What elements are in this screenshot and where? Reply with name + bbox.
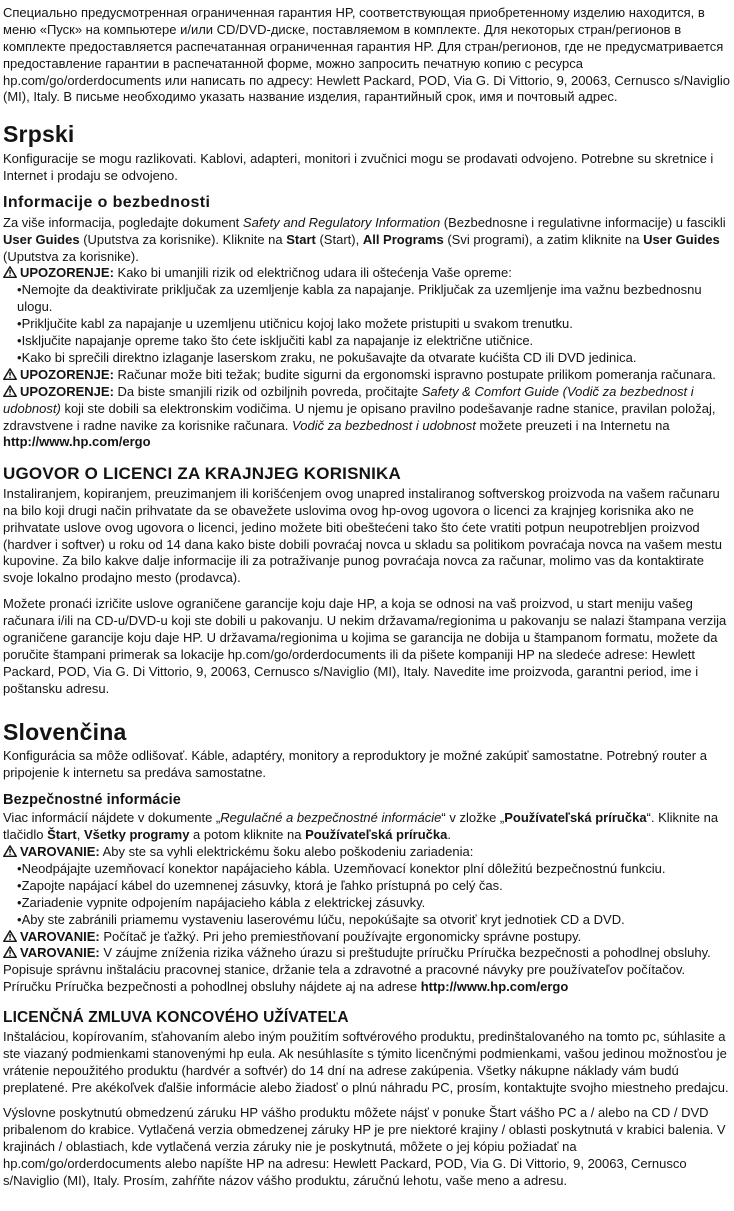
slovencina-warning-ergonomics bbox=[3, 945, 731, 996]
srpski-safety-heading: Informacije o bezbednosti bbox=[3, 194, 211, 212]
slovencina-warning-heavy bbox=[3, 929, 731, 946]
warning-icon bbox=[3, 946, 17, 958]
warning-bullet: • Neodpájajte uzemňovací konektor napájacieho kábla. Uzemňovací konektor plní dôležitú bezpečnostnú funkciu. bbox=[17, 861, 731, 878]
warning-text: Aby ste sa vyhli elektrickému šoku alebo poškodeniu zariadenia: bbox=[99, 844, 474, 860]
warning-bullet: • Priključite kabl za napajanje u uzemljenu utičnicu kojoj lako možete pristupiti u svakom trenutku. bbox=[17, 316, 731, 333]
section-title-slovencina: Slovenčina bbox=[3, 718, 127, 745]
warning-bullet: • Zariadenie vypnite odpojením napájacieho kábla z elektrickej zásuvky. bbox=[17, 895, 731, 912]
slovencina-safety-heading: Bezpečnostné informácie bbox=[3, 791, 181, 808]
srpski-eula-paragraph-2: Možete pronaći izričite uslove ograničene garancije koju daje HP, a koja se odnosi na vaš proizvod, u start meniju vašeg računara i/ili na CD-u/DVD-u koji ste dobili u pakovanju. U nekim državama/regionima u pakovanju se nalazi štampana verzija ograničene garancije koju daje HP. U državama/regionima u kojima se garancija ne dobija u štampanom formatu, možete da poručite štampani primerak sa lokacije hp.com/go/orderdocuments ili da pišete kompaniji HP na sledeće adrese: Hewlett Packard, POD, Via G. Di Vittorio, 9, 20063, Cernusco s/Naviglio (MI), Italy. Navedite ime proizvoda, garantni period, ime i poštansku adresu. bbox=[3, 596, 727, 696]
slovencina-eula-paragraph-2: Výslovne poskytnutú obmedzenú záruku HP vášho produktu môžete nájsť v ponuke Štart vášho PC a / alebo na CD / DVD pribalenom do krabice. Vytlačená verzia obmedzenej záruky HP je pre niektoré krajiny / oblasti poskytnutá v krabici balenia. V krajinách / oblastiach, kde vytlačená verzia záruky nie je poskytnutá, môžete o jej kópiu požiadať na hp.com/go/orderdocuments alebo napíšte HP na adresu: Hewlett Packard, POD, Via G. Di Vittorio, 9, 20063, Cernusco s/Naviglio (MI), Italy. Prosím, zahŕňte názov vášho produktu, záručnú lehotu, vaše meno a adresu. bbox=[3, 1105, 726, 1188]
section-slovencina bbox=[3, 720, 731, 1190]
warning-icon bbox=[3, 845, 17, 857]
warning-label: UPOZORENJE: bbox=[20, 265, 114, 281]
warning-bullet: • Isključite napajanje opreme tako što ćete isključiti kabl za napajanje iz električne utičnice. bbox=[17, 333, 731, 350]
srpski-intro-paragraph: Konfiguracije se mogu razlikovati. Kablovi, adapteri, monitori i zvučnici mogu se prodavati odvojeno. Potrebne su skretnice i Internet i prodaju se odvojeno. bbox=[3, 150, 714, 183]
warning-text: Kako bi umanjili rizik od električnog udara ili oštećenja Vaše opreme: bbox=[113, 265, 512, 281]
warning-text: Da biste smanjili rizik od ozbiljnih povreda, pročitajte Safety & Comfort Guide (Vodič za bezbednost i udobnost) koji ste dobili sa elektronskim vodičima. U njemu je opisano pravilno podešavanje radne stanice, pravilan položaj, zdravstvene i radne navike za korisnike računara. Vodič za bezbednost i udobnost možete preuzeti i na Internetu na http://www.hp.com/ergo bbox=[3, 383, 716, 450]
warning-bullet: • Nemojte da deaktivirate priključak za uzemljenje kabla za napajanje. Priključak za uzemljenje ima važnu bezbednosnu ulogu. bbox=[17, 282, 731, 316]
warning-icon bbox=[3, 930, 17, 942]
warning-icon bbox=[3, 266, 17, 278]
srpski-safety-paragraph: Za više informacija, pogledajte dokument Safety and Regulatory Information (Bezbednosne i regulativne informacije) u fascikli User Guides (Uputstva za korisnike). Kliknite na Start (Start), All Programs (Svi programi), a zatim kliknite na User Guides (Uputstva za korisnike). bbox=[3, 214, 726, 264]
warning-label: UPOZORENJE: bbox=[20, 366, 114, 382]
slovencina-eula-paragraph-1: Inštaláciou, kopírovaním, sťahovaním alebo iným použitím softvérového produktu, predinštalovaného na tomto pc, súhlasite a ste viazaný podmienkami stanovenými hp eula. Ak nesúhlasíte s týmito licenčnými podmienkami, vašou jedinou možnosťou je vrátenie nepoužitého produktu (hardvér a softvér) do 14 dní na adrese zakúpenia. Všetky nákupne náklady vám budú preplatené. Pre akékoľvek ďalšie informácie alebo žiadosť o plnú náhradu PC, prosím, kontaktujte svojho miestneho predajcu. bbox=[3, 1028, 729, 1095]
srpski-warning-electric bbox=[3, 265, 731, 366]
warning-icon bbox=[3, 385, 17, 397]
warning-label: UPOZORENJE: bbox=[20, 383, 114, 399]
srpski-warning-ergonomics bbox=[3, 384, 731, 452]
intro-paragraph-ru: Специально предусмотренная ограниченная гарантия HP, соответствующая приобретенному изделию находится, в меню «Пуск» на компьютере и/или CD/DVD-диске, поставляемом в комплекте. Для некоторых стран/регионов в комплекте предоставляется распечатанная ограниченная гарантия HP. Для стран/регионов, где не предусматривается предоставление гарантии в распечатанной форме, можно запросить печатную копию с ресурса hp.com/go/orderdocuments или написать по адресу: Hewlett Packard, POD, Via G. Di Vittorio, 9, 20063, Cernusco s/Naviglio (MI), Italy. В письме необходимо указать название изделия, гарантийный срок, имя и почтовый адрес. bbox=[3, 5, 730, 105]
srpski-eula-paragraph-1: Instaliranjem, kopiranjem, preuzimanjem ili korišćenjem ovog unapred instaliranog softverskog proizvoda na vašem računaru na bilo koji drugi način prihvatate da se obavežete uslovima ovog hp-ovog ugovora o licenci za krajnjeg korisnika ako ne prihvatate uslove ovog ugovora o licenci, jedino možete biti obeštećeni tako što ćete vratiti potpun neupotrebljen proizvod (hardver i softver) u roku od 14 dana kako biste dobili povraćaj novca u skladu sa politikom povraćaja novca na vašem mestu kupovine. Za bilo kakve dalje informacije ili za potraživanje punog povraćaja novca za računar, molimo vas da kontaktirate svoje lokalno prodajno mesto (prodavca). bbox=[3, 485, 722, 586]
slovencina-intro-paragraph: Konfigurácia sa môže odlišovať. Káble, adaptéry, monitory a reproduktory je možné zakúpiť samostatne. Potrebný router a pripojenie k internetu sa predáva samostatne. bbox=[3, 747, 707, 780]
section-srpski bbox=[3, 122, 731, 697]
warning-icon bbox=[3, 368, 17, 380]
slovencina-warning-bullets bbox=[3, 861, 731, 929]
srpski-eula-heading: UGOVOR O LICENCI ZA KRAJNJEG KORISNIKA bbox=[3, 464, 402, 484]
warning-bullet: • Kako bi sprečili direktno izlaganje laserskom zraku, ne pokušavajte da otvarate kućišta CD ili DVD jedinica. bbox=[17, 350, 731, 367]
section-title-srpski: Srpski bbox=[3, 121, 75, 148]
warning-label: VAROVANIE: bbox=[20, 844, 100, 860]
slovencina-safety-paragraph: Viac informácií nájdete v dokumente „Regulačné a bezpečnostné informácie“ v zložke „Používateľská príručka“. Kliknite na tlačidlo Štart, Všetky programy a potom kliknite na Používateľská príručka. bbox=[3, 810, 719, 843]
slovencina-eula-heading: LICENČNÁ ZMLUVA KONCOVÉHO UŽÍVATEĽA bbox=[3, 1009, 349, 1027]
warning-text: Računar može biti težak; budite sigurni da ergonomski ispravno postupate prilikom pomeranja računara. bbox=[113, 366, 716, 382]
srpski-warning-bullets bbox=[3, 282, 731, 366]
warning-label: VAROVANIE: bbox=[20, 945, 100, 961]
warning-label: VAROVANIE: bbox=[20, 928, 100, 944]
slovencina-warning-electric bbox=[3, 844, 731, 928]
warning-text: V záujme zníženia rizika vážneho úrazu si preštudujte príručku Príručka bezpečnosti a pohodlnej obsluhy. Popisuje správnu inštaláciu pracovnej stanice, držanie tela a zdravotné a pracovné návyky pre používateľov počítačov. Príručku Príručka bezpečnosti a pohodlnej obsluhy nájdete aj na adrese http://www.hp.com/ergo bbox=[3, 945, 711, 995]
srpski-warning-heavy bbox=[3, 367, 731, 384]
warning-bullet: • Aby ste zabránili priamemu vystaveniu laserovému lúču, nepokúšajte sa otvoriť kryt jednotiek CD a DVD. bbox=[17, 912, 731, 929]
warning-bullet: • Zapojte napájací kábel do uzemnenej zásuvky, ktorá je ľahko prístupná po celý čas. bbox=[17, 878, 731, 895]
warning-text: Počítač je ťažký. Pri jeho premiestňovaní používajte ergonomicky správne postupy. bbox=[99, 928, 582, 944]
